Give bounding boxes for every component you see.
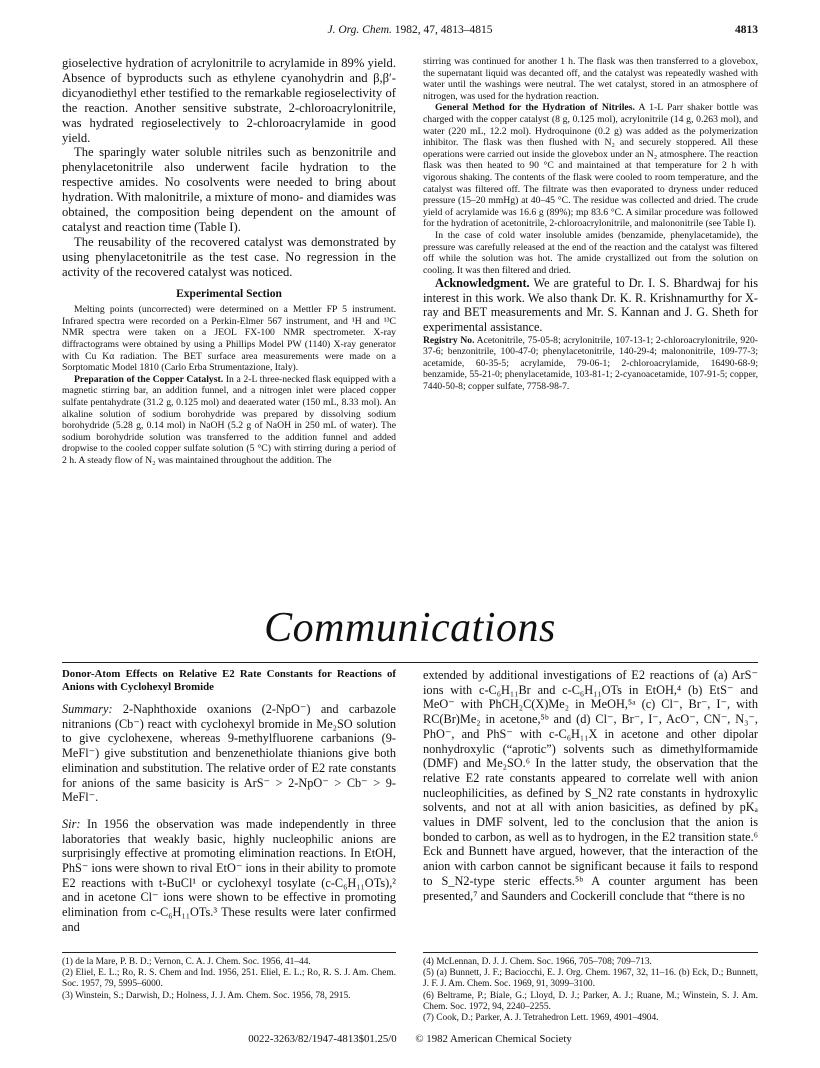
footnote: (4) McLennan, D. J. J. Chem. Soc. 1966, 705–708; 709–713. <box>423 957 652 967</box>
paragraph: In the case of cold water insoluble amides (benzamide, phenylacetamide), the pressure was carefully released at the end of the reaction and the catalyst was filtered off while the solution was hot. The amide crystallized out from the solution on cooling. It was then filtered and dried. <box>423 229 758 276</box>
article-title: Donor-Atom Effects on Relative E2 Rate Constants for Reactions of Anions with Cyclohexyl Bromide <box>62 668 396 693</box>
copyright: © 1982 American Chemical Society <box>415 1033 572 1045</box>
paragraph: The sparingly water soluble nitriles such as benzonitrile and phenylacetonitrile also underwent facile hydration to the respective amides. No cosolvents were needed to bring about hydration. With malonitrile, a mixture of mono- and diamides was obtained, the composition being dependent on the amount of catalyst and reaction time (Table I). <box>62 145 396 234</box>
footnotes-right <box>423 952 758 1024</box>
footnote: (1) de la Mare, P. B. D.; Vernon, C. A. J. Chem. Soc. 1956, 41–44. <box>62 957 311 967</box>
run-in-heading: General Method for the Hydration of Nitriles. <box>435 102 635 114</box>
paragraph: gioselective hydration of acrylonitrile to acrylamide in 89% yield. Absence of byproducts such as ethylene cyanohydrin and β,β′-dicyanodiethyl ether testified to the remarkable regioselectivity of the reaction. Another sensitive substrate, 2-chloroacrylonitrile, was hydrated regioselectively to 2-chloroacrylamide in good yield. <box>62 56 396 145</box>
run-in-heading: Acknowledgment. <box>435 276 530 291</box>
acknowledgment: Acknowledgment. We are grateful to Dr. I. S. Bhardwaj for his interest in this work. We also thank Dr. K. R. Krishnamurthy for X-ray and BET measurements and Mr. S. Kannan and J. G. Sheth for experimental assistance. <box>423 276 758 335</box>
article-left-column <box>62 668 396 935</box>
summary-label: Summary: <box>62 702 113 716</box>
running-header <box>62 24 758 40</box>
run-in-heading: Preparation of the Copper Catalyst. <box>74 373 224 385</box>
paragraph: Melting points (uncorrected) were determined on a Mettler FP 5 instrument. Infrared spectra were recorded on a Perkin-Elmer 567 instrument, and ¹H and ¹³C NMR spectra were taken on a JEOL FX-100 NMR spectrometer. X-ray diffractograms were obtained by using a Phillips Model PW (1140) X-ray generator with Cu Kα radiation. The BET surface area measurements were made on a Sorptomatic Model 1810 (Carlo Erba Strumentazione, Italy). <box>62 304 396 374</box>
article-body: extended by additional investigations of E2 reactions of (a) ArS⁻ ions with c-C₆H₁₁Br and c-C₆H₁₁OTs in EtOH,⁴ (b) EtS⁻ and MeO⁻ with PhCH₂C(X)Me₂ in MeOH,⁵ᵃ (c) Cl⁻, Br⁻, I⁻, with RC(Br)Me₂ in acetone,⁵ᵇ and (d) Cl⁻, Br⁻, I⁻, AcO⁻, CN⁻, N₃⁻, PhO⁻, and PhS⁻ with c-C₆H₁₁X in acetone and other dipolar nonhydroxylic (“aprotic”) solvents such as dimethylformamide (DMF) and Me₂SO.⁶ In the latter study, the observation that the relative E2 rate constants appeared to correlate well with anion nucleophilicities, as defined by S_N2 rate constants in hydroxylic solvents, and not at all with anion basicities, as defined by pKₐ values in DMF solvent, led to the conclusion that the anion is bonded to carbon, as well as to hydrogen, in the E2 transition state.⁶ Eck and Bunnett have argued, however, that the interaction of the anion with carbon cannot be significant because it fails to respond to S_N2-type steric effects.⁵ᵇ A counter argument has been presented,⁷ and Saunders and Cockerill conclude that “there is no <box>423 668 758 903</box>
sir-label: Sir: <box>62 816 81 831</box>
footnote-rule <box>423 952 758 953</box>
footnote: (3) Winstein, S.; Darwish, D.; Holness, J. J. Am. Chem. Soc. 1956, 78, 2915. <box>62 990 351 1001</box>
right-column-top <box>423 56 758 392</box>
paragraph: General Method for the Hydration of Nitriles. A 1-L Parr shaker bottle was charged with the copper catalyst (8 g, 0.125 mol), acrylonitrile (14 g, 0.263 mol), and water (220 mL, 12.2 mol). Hydroquinone (0.2 g) was added as the polymerization inhibitor. The flask was then flushed with N₂ and securely stoppered. All these operations were carried out inside the glovebox under an N₂ atmosphere. The reaction flask was then heated to 90 °C and maintained at that temperature for 2 h with vigorous shaking. The contents of the flask were cooled to room temperature, and the catalyst was filtered off. The filtrate was then evaporated to dryness under reduced pressure (15–20 mmHg) at 40–45 °C. The residue was collected and dried. The crude yield of acrylamide was 16.6 g (89%); mp 83.6 °C. A similar procedure was followed for the hydration of acetonitrile, 2-chloroacrylonitrile, and malononitrile (see Table I). <box>423 102 758 230</box>
run-in-heading: Registry No. <box>423 334 475 346</box>
paragraph: The reusability of the recovered catalyst was demonstrated by using phenylacetonitrile as the test case. No regression in the activity of the recovered catalyst was noticed. <box>62 234 396 279</box>
left-column-top <box>62 56 396 467</box>
footnote: (6) Beltrame, P.; Biale, G.; Lloyd, D. J.; Parker, A. J.; Ruane, M.; Winstein, S. J. Am. Chem. Soc. 1972, 94, 2240–2255. <box>423 990 758 1012</box>
paragraph: Preparation of the Copper Catalyst. In a 2-L three-necked flask equipped with a magnetic stirring bar, an addition funnel, and a nitrogen inlet were placed copper sulfate pentahydrate (31.2 g, 0.125 mol) and deaerated water (150 mL, 8.33 mol). An alkaline solution of sodium borohydride was prepared by dissolving sodium borohydride (5.28 g, 0.14 mol) in NaOH (5.2 g of NaOH in 250 mL of water). The sodium borohydride solution was transferred to the addition funnel and added dropwise to the cooled copper sulfate solution (5 °C) with stirring during a period of 2 h. A steady flow of N₂ was maintained throughout the addition. The <box>62 373 396 467</box>
paragraph: stirring was continued for another 1 h. The flask was then transferred to a glovebox, the supernatant liquid was decanted off, and the catalyst was repeatedly washed with water until the washings were neutral. The wet catalyst, stored in an atmosphere of nitrogen, was used for the hydration reaction. <box>423 56 758 102</box>
journal-name: J. Org. Chem. <box>327 24 392 36</box>
page-number: 4813 <box>735 24 758 36</box>
footnote: (2) Eliel, E. L.; Ro, R. S. Chem and Ind. 1956, 251. Eliel, E. L.; Ro, R. S. J. Am. Chem. Soc. 1957, 79, 5995–6000. <box>62 968 396 990</box>
footnote-rule <box>62 952 396 953</box>
footnote: (5) (a) Bunnett, J. F.; Baciocchi, E. J. Org. Chem. 1967, 32, 11–16. (b) Eck, D.; Bunnett, J. F. J. Am. Chem. Soc. 1969, 91, 3099–3100. <box>423 968 758 990</box>
section-rule <box>62 662 758 663</box>
article-summary: Summary: 2-Naphthoxide oxanions (2-NpO⁻) and carbazole nitranions (Cb⁻) react with cyclohexyl bromide in Me₂SO solution to give cyclohexene, whereas 9-methylfluorene carbanions (9-MeFl⁻) give substitution and benzenethiolate thianions give both elimination and substitution. The relative order of E2 rate constants for anions of the same basicity is ArS⁻ > 2-NpO⁻ > Cb⁻ > 9-MeFl⁻. <box>62 702 396 805</box>
registry-numbers: Registry No. Acetonitrile, 75-05-8; acrylonitrile, 107-13-1; 2-chloroacrylonitrile, 920-37-6; benzonitrile, 100-47-0; phenylacetonitrile, 140-29-4; malononitrile, 109-77-3; acetamide, 60-35-5; acrylamide, 79-06-1; 2-chloroacrylamide, 16490-68-9; benzamide, 55-21-0; phenylacetamide, 103-81-1; 2-cyanoacetamide, 107-91-5; copper, 7440-50-8; copper sulfate, 7758-98-7. <box>423 334 759 392</box>
article-right-column <box>423 668 758 903</box>
footnotes-left <box>62 952 396 1002</box>
page-footer <box>0 1033 820 1045</box>
journal-citation: 1982, 47, 4813–4815 <box>394 24 493 36</box>
footnote: (7) Cook, D.; Parker, A. J. Tetrahedron Lett. 1969, 4901–4904. <box>423 1013 659 1024</box>
section-heading: Experimental Section <box>176 287 282 300</box>
article-body: Sir: In 1956 the observation was made independently in three laboratories that weakly basic, highly nucleophilic anions are surprisingly effective at promoting elimination reactions. In EtOH, PhS⁻ ions were shown to rival EtO⁻ ions in their ability to promote E2 reactions with t-BuCl¹ or cyclohexyl tosylate (c-C₆H₁₁OTs),² and in acetone Cl⁻ ions were shown to be effective in promoting elimination from c-C₆H₁₁OTs.³ These results were later confirmed and <box>62 816 396 934</box>
article-code: 0022-3263/82/1947-4813$01.25/0 <box>248 1033 397 1045</box>
communications-heading: Communications <box>264 605 556 651</box>
